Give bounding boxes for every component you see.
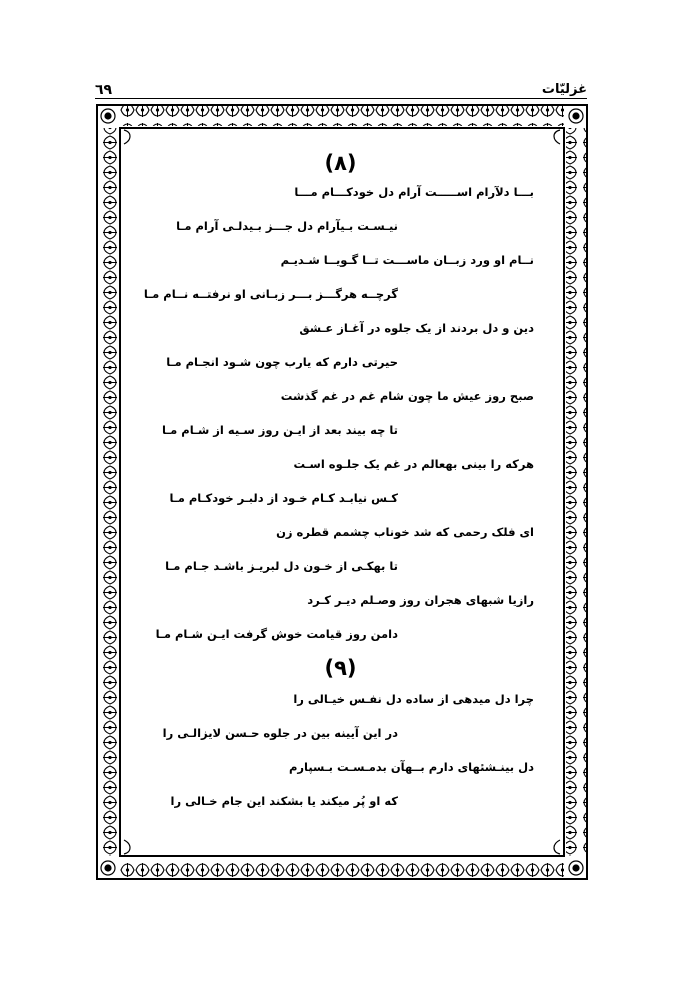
poem-heading: (٨) <box>324 151 357 175</box>
page-header <box>95 82 587 98</box>
verse-line: دين و دل بردند از يک جلوه در آغـاز عـشق <box>299 321 534 335</box>
verse-line: رازيا شبهای هجران روز وصـلم ديـر کـرد <box>307 593 534 607</box>
header-rule <box>95 98 587 99</box>
verse-line: نيـسـت بـیآرام دل جـــز بـیدلـی آرام مـا <box>176 219 398 233</box>
running-title: غزليّات <box>541 82 587 97</box>
verse-line: دل بینـشئهای دارم بــهآن بدمـسـت بـسپارم <box>288 760 534 774</box>
verse-line: کـس نيابـد کـام خـود از دلبـر خودکـام مـا <box>169 491 398 505</box>
verse-line: صبح روز عيش ما چون شام غم در غم گذشت <box>280 389 534 403</box>
verse-line: هرکه را بينی بهعالم در غم يک جلـوه اسـت <box>293 457 534 471</box>
verse-line: حيرتی دارم که يارب چون شـود انجـام مـا <box>166 355 398 369</box>
page-number: ٦٩ <box>95 82 113 98</box>
verse-line: گرچــه هرگـــز بـــر زبـانی او نرفتــه نــام مـا <box>143 287 398 301</box>
verse-line: که او پُر میکند يا بشکند اين جام خـالی را <box>170 794 398 808</box>
verse-line: نــام او ورد زبــان ماســـت تــا گـويــا شـديـم <box>280 253 534 267</box>
verse-line: تا بهکـی از خـون دل لبريـز باشـد جـام مـا <box>165 559 398 573</box>
verse-line: در اين آيينه بين در جلوه حـسن لايزالـی را <box>162 726 398 740</box>
poem-heading: (٩) <box>324 656 357 680</box>
verse-line: ای فلک رحمی که شد خوناب چشمم قطره زن <box>276 525 534 539</box>
verse-line: چرا دل میدهی از ساده دل نفـس خيـالی را <box>293 692 534 706</box>
verse-line: دامن روز قيامت خوش گرفت ايـن شـام مـا <box>155 627 398 641</box>
verse-line: بـــا دلآرام اســـــت آرام دل خودکـــام مـــا <box>294 185 534 199</box>
verse-line: تا چه بيند بعد از ايـن روز سـيه از شـام مـا <box>161 423 398 437</box>
